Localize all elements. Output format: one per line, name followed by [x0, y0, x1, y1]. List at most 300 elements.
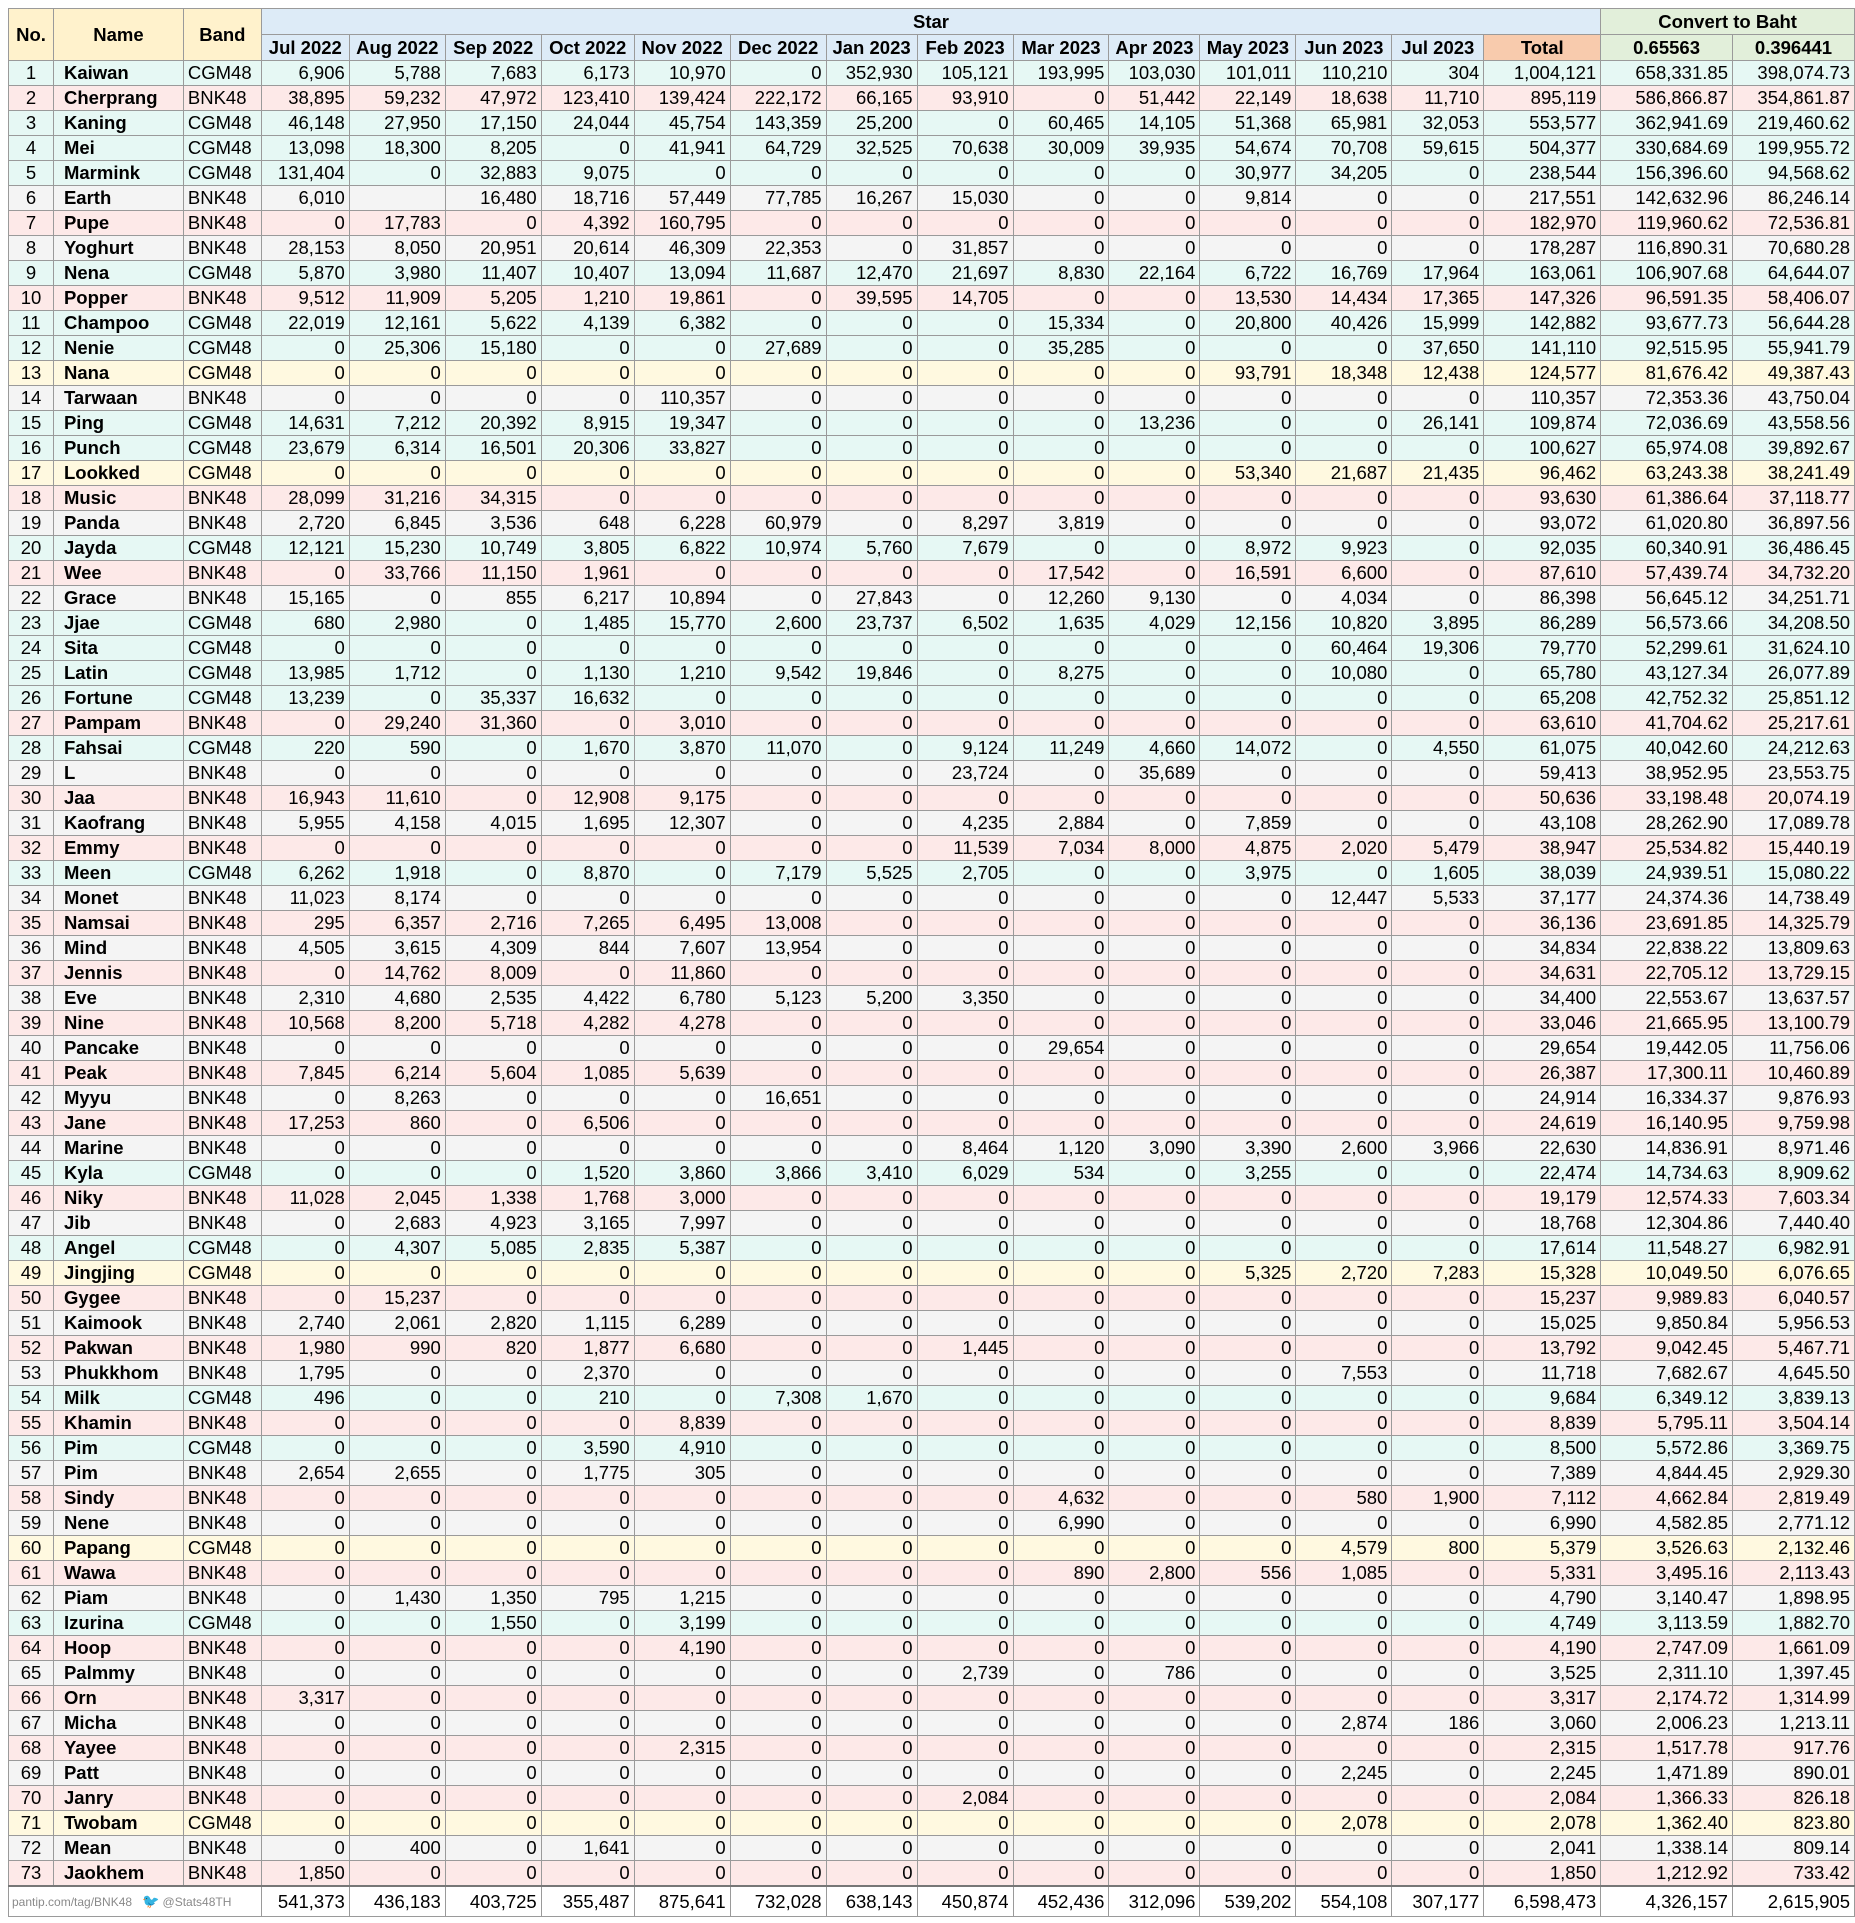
- cell-month-value: 0: [730, 1611, 826, 1636]
- cell-month-value: 0: [1296, 1611, 1392, 1636]
- cell-month-value: 1,605: [1392, 861, 1484, 886]
- cell-month-value: 0: [826, 1361, 917, 1386]
- cell-month-value: 34,205: [1296, 161, 1392, 186]
- cell-month-value: 534: [1013, 1161, 1109, 1186]
- cell-total: 3,525: [1484, 1661, 1601, 1686]
- cell-month-value: 0: [1200, 1661, 1296, 1686]
- cell-month-value: 0: [1109, 1611, 1200, 1636]
- cell-month-value: 0: [261, 1561, 349, 1586]
- cell-month-value: 0: [541, 886, 634, 911]
- cell-month-value: 30,009: [1013, 136, 1109, 161]
- cell-baht-1: 5,795.11: [1601, 1411, 1733, 1436]
- cell-baht-2: 809.14: [1732, 1836, 1854, 1861]
- cell-name: Micha: [53, 1711, 183, 1736]
- cell-month-value: 0: [730, 1511, 826, 1536]
- cell-month-value: 0: [261, 1411, 349, 1436]
- header-month: Aug 2022: [349, 35, 445, 61]
- cell-month-value: 46,309: [634, 236, 730, 261]
- cell-month-value: 0: [1296, 1436, 1392, 1461]
- cell-month-value: 8,200: [349, 1011, 445, 1036]
- cell-month-value: 0: [445, 361, 541, 386]
- cell-month-value: 0: [1392, 1786, 1484, 1811]
- cell-month-value: 0: [1013, 361, 1109, 386]
- cell-name: Jaa: [53, 786, 183, 811]
- cell-month-value: 0: [1296, 1011, 1392, 1036]
- header-total: Total: [1484, 35, 1601, 61]
- footer-month-total: 450,874: [917, 1886, 1013, 1917]
- cell-name: Eve: [53, 986, 183, 1011]
- cell-month-value: 1,850: [261, 1861, 349, 1887]
- cell-month-value: 0: [1013, 786, 1109, 811]
- cell-month-value: 0: [1013, 986, 1109, 1011]
- cell-month-value: 0: [634, 886, 730, 911]
- cell-month-value: 0: [1200, 1186, 1296, 1211]
- cell-month-value: 0: [1392, 1661, 1484, 1686]
- cell-month-value: 0: [1392, 1636, 1484, 1661]
- cell-month-value: 6,506: [541, 1111, 634, 1136]
- cell-month-value: 0: [541, 1761, 634, 1786]
- cell-month-value: 0: [1392, 1561, 1484, 1586]
- cell-month-value: 4,139: [541, 311, 634, 336]
- cell-month-value: 0: [445, 1761, 541, 1786]
- cell-total: 50,636: [1484, 786, 1601, 811]
- cell-band: BNK48: [183, 1186, 261, 1211]
- cell-month-value: 0: [1392, 1736, 1484, 1761]
- cell-month-value: 0: [1109, 536, 1200, 561]
- cell-month-value: 8,464: [917, 1136, 1013, 1161]
- cell-month-value: 0: [1013, 536, 1109, 561]
- cell-month-value: 1,120: [1013, 1136, 1109, 1161]
- table-row: [9, 736, 1855, 761]
- cell-month-value: 0: [1013, 1336, 1109, 1361]
- cell-month-value: 0: [1296, 486, 1392, 511]
- cell-month-value: 45,754: [634, 111, 730, 136]
- cell-month-value: 17,964: [1392, 261, 1484, 286]
- cell-month-value: 0: [1200, 1436, 1296, 1461]
- cell-month-value: 0: [634, 486, 730, 511]
- cell-no: 54: [9, 1386, 54, 1411]
- table-row: [9, 61, 1855, 86]
- table-row: [9, 161, 1855, 186]
- cell-month-value: 3,000: [634, 1186, 730, 1211]
- cell-month-value: 0: [1200, 961, 1296, 986]
- table-row: [9, 1411, 1855, 1436]
- table-row: [9, 986, 1855, 1011]
- cell-month-value: 70,708: [1296, 136, 1392, 161]
- cell-month-value: 11,610: [349, 786, 445, 811]
- cell-month-value: 220: [261, 736, 349, 761]
- cell-month-value: 8,830: [1013, 261, 1109, 286]
- cell-month-value: 0: [445, 886, 541, 911]
- cell-no: 63: [9, 1611, 54, 1636]
- cell-month-value: 0: [1013, 1861, 1109, 1887]
- cell-no: 73: [9, 1861, 54, 1887]
- cell-month-value: 10,407: [541, 261, 634, 286]
- cell-month-value: 13,985: [261, 661, 349, 686]
- cell-month-value: 0: [541, 636, 634, 661]
- cell-month-value: 0: [1392, 686, 1484, 711]
- cell-month-value: 3,010: [634, 711, 730, 736]
- cell-month-value: 6,357: [349, 911, 445, 936]
- cell-baht-2: 5,956.53: [1732, 1311, 1854, 1336]
- table-row: [9, 136, 1855, 161]
- cell-month-value: 39,595: [826, 286, 917, 311]
- cell-month-value: 0: [261, 1836, 349, 1861]
- cell-month-value: 0: [1013, 1686, 1109, 1711]
- cell-month-value: 0: [445, 786, 541, 811]
- cell-month-value: 0: [1200, 1736, 1296, 1761]
- cell-month-value: 0: [730, 1736, 826, 1761]
- cell-month-value: 0: [1013, 1536, 1109, 1561]
- cell-month-value: 0: [917, 1236, 1013, 1261]
- cell-month-value: 30,977: [1200, 161, 1296, 186]
- cell-month-value: 2,654: [261, 1461, 349, 1486]
- cell-name: Jane: [53, 1111, 183, 1136]
- cell-month-value: 3,870: [634, 736, 730, 761]
- cell-month-value: 0: [1296, 1186, 1392, 1211]
- cell-month-value: 0: [917, 1536, 1013, 1561]
- cell-total: 3,317: [1484, 1686, 1601, 1711]
- cell-month-value: 5,479: [1392, 836, 1484, 861]
- table-row: [9, 1186, 1855, 1211]
- cell-no: 16: [9, 436, 54, 461]
- cell-month-value: 5,955: [261, 811, 349, 836]
- cell-month-value: 0: [1200, 586, 1296, 611]
- table-row: [9, 1111, 1855, 1136]
- cell-total: 29,654: [1484, 1036, 1601, 1061]
- cell-month-value: 6,780: [634, 986, 730, 1011]
- cell-month-value: 3,980: [349, 261, 445, 286]
- cell-baht-2: 8,909.62: [1732, 1161, 1854, 1186]
- cell-baht-2: 38,241.49: [1732, 461, 1854, 486]
- cell-month-value: 47,972: [445, 86, 541, 111]
- cell-month-value: 14,762: [349, 961, 445, 986]
- cell-month-value: 860: [349, 1111, 445, 1136]
- cell-no: 2: [9, 86, 54, 111]
- cell-month-value: 0: [917, 436, 1013, 461]
- cell-name: Milk: [53, 1386, 183, 1411]
- cell-month-value: 0: [1392, 711, 1484, 736]
- cell-name: Fahsai: [53, 736, 183, 761]
- cell-month-value: 0: [1296, 186, 1392, 211]
- cell-month-value: 40,426: [1296, 311, 1392, 336]
- cell-total: 26,387: [1484, 1061, 1601, 1086]
- cell-month-value: 0: [826, 1011, 917, 1036]
- cell-month-value: 5,622: [445, 311, 541, 336]
- cell-month-value: 0: [1392, 1311, 1484, 1336]
- cell-month-value: 0: [1013, 1611, 1109, 1636]
- cell-month-value: 0: [826, 1686, 917, 1711]
- cell-month-value: 0: [917, 361, 1013, 386]
- cell-month-value: 0: [1109, 1036, 1200, 1061]
- cell-month-value: 0: [1013, 1636, 1109, 1661]
- cell-month-value: 5,718: [445, 1011, 541, 1036]
- cell-month-value: 7,683: [445, 61, 541, 86]
- cell-month-value: 16,591: [1200, 561, 1296, 586]
- cell-month-value: 0: [1109, 1236, 1200, 1261]
- cell-month-value: 0: [1109, 1186, 1200, 1211]
- cell-month-value: 0: [349, 1661, 445, 1686]
- cell-month-value: 27,843: [826, 586, 917, 611]
- cell-month-value: 9,130: [1109, 586, 1200, 611]
- cell-month-value: 32,053: [1392, 111, 1484, 136]
- cell-month-value: 0: [1013, 161, 1109, 186]
- cell-month-value: 22,019: [261, 311, 349, 336]
- cell-month-value: 820: [445, 1336, 541, 1361]
- cell-month-value: 0: [917, 486, 1013, 511]
- cell-month-value: 64,729: [730, 136, 826, 161]
- cell-month-value: 0: [541, 1136, 634, 1161]
- cell-band: CGM48: [183, 861, 261, 886]
- cell-baht-1: 11,548.27: [1601, 1236, 1733, 1261]
- cell-baht-1: 63,243.38: [1601, 461, 1733, 486]
- cell-month-value: 0: [917, 1436, 1013, 1461]
- cell-month-value: 1,520: [541, 1161, 634, 1186]
- cell-month-value: 0: [1013, 1011, 1109, 1036]
- cell-name: Yayee: [53, 1736, 183, 1761]
- cell-month-value: 0: [917, 786, 1013, 811]
- cell-month-value: 0: [917, 111, 1013, 136]
- cell-month-value: 8,174: [349, 886, 445, 911]
- cell-name: Peak: [53, 1061, 183, 1086]
- cell-month-value: 1,877: [541, 1336, 634, 1361]
- cell-band: CGM48: [183, 736, 261, 761]
- cell-month-value: 15,334: [1013, 311, 1109, 336]
- cell-month-value: 0: [1013, 961, 1109, 986]
- cell-baht-1: 60,340.91: [1601, 536, 1733, 561]
- cell-month-value: 2,874: [1296, 1711, 1392, 1736]
- cell-baht-1: 14,836.91: [1601, 1136, 1733, 1161]
- cell-month-value: 13,236: [1109, 411, 1200, 436]
- cell-month-value: 0: [1109, 911, 1200, 936]
- cell-month-value: 15,770: [634, 611, 730, 636]
- cell-month-value: 2,370: [541, 1361, 634, 1386]
- table-row: [9, 661, 1855, 686]
- cell-month-value: 10,970: [634, 61, 730, 86]
- cell-month-value: 3,615: [349, 936, 445, 961]
- cell-month-value: 51,368: [1200, 111, 1296, 136]
- cell-month-value: 0: [1296, 986, 1392, 1011]
- cell-band: BNK48: [183, 1736, 261, 1761]
- cell-no: 5: [9, 161, 54, 186]
- cell-name: L: [53, 761, 183, 786]
- cell-month-value: 0: [730, 1136, 826, 1161]
- cell-month-value: 0: [349, 1161, 445, 1186]
- cell-month-value: 15,230: [349, 536, 445, 561]
- cell-month-value: 2,315: [634, 1736, 730, 1761]
- cell-month-value: 101,011: [1200, 61, 1296, 86]
- cell-month-value: 0: [1013, 411, 1109, 436]
- cell-month-value: 8,972: [1200, 536, 1296, 561]
- cell-month-value: 15,030: [917, 186, 1013, 211]
- cell-total: 2,041: [1484, 1836, 1601, 1861]
- cell-no: 25: [9, 661, 54, 686]
- cell-month-value: 0: [1013, 1086, 1109, 1111]
- cell-month-value: 0: [1200, 1636, 1296, 1661]
- cell-month-value: 0: [1392, 211, 1484, 236]
- cell-month-value: 0: [349, 1636, 445, 1661]
- cell-month-value: 0: [826, 1811, 917, 1836]
- table-row: [9, 611, 1855, 636]
- cell-month-value: 0: [541, 461, 634, 486]
- cell-month-value: 0: [541, 1561, 634, 1586]
- cell-month-value: 0: [1109, 511, 1200, 536]
- cell-month-value: 46,148: [261, 111, 349, 136]
- header-month: Jun 2023: [1296, 35, 1392, 61]
- cell-month-value: 0: [634, 1561, 730, 1586]
- cell-month-value: 16,769: [1296, 261, 1392, 286]
- cell-month-value: 11,249: [1013, 736, 1109, 761]
- cell-month-value: 1,641: [541, 1836, 634, 1861]
- cell-month-value: 0: [730, 211, 826, 236]
- cell-month-value: 0: [1200, 1836, 1296, 1861]
- cell-no: 3: [9, 111, 54, 136]
- cell-band: BNK48: [183, 961, 261, 986]
- cell-month-value: 7,553: [1296, 1361, 1392, 1386]
- cell-month-value: 59,232: [349, 86, 445, 111]
- cell-month-value: 0: [261, 1436, 349, 1461]
- cell-month-value: 6,502: [917, 611, 1013, 636]
- cell-month-value: 5,387: [634, 1236, 730, 1261]
- header-month: Oct 2022: [541, 35, 634, 61]
- cell-month-value: 0: [826, 1186, 917, 1211]
- header-rate-2: 0.396441: [1732, 35, 1854, 61]
- cell-band: BNK48: [183, 1711, 261, 1736]
- cell-baht-1: 14,734.63: [1601, 1161, 1733, 1186]
- cell-month-value: 0: [1013, 1061, 1109, 1086]
- cell-month-value: 0: [1200, 686, 1296, 711]
- cell-month-value: 0: [541, 1711, 634, 1736]
- cell-month-value: 0: [730, 636, 826, 661]
- cell-month-value: 0: [1392, 1511, 1484, 1536]
- cell-baht-2: 1,661.09: [1732, 1636, 1854, 1661]
- cell-baht-2: 1,898.95: [1732, 1586, 1854, 1611]
- cell-month-value: 0: [730, 1436, 826, 1461]
- cell-month-value: 0: [1296, 1086, 1392, 1111]
- cell-month-value: 0: [634, 461, 730, 486]
- table-row: [9, 511, 1855, 536]
- cell-month-value: 10,749: [445, 536, 541, 561]
- cell-name: Pampam: [53, 711, 183, 736]
- cell-month-value: 0: [541, 1536, 634, 1561]
- cell-baht-1: 1,212.92: [1601, 1861, 1733, 1887]
- cell-baht-1: 142,632.96: [1601, 186, 1733, 211]
- cell-no: 22: [9, 586, 54, 611]
- cell-baht-1: 2,747.09: [1601, 1636, 1733, 1661]
- cell-name: Grace: [53, 586, 183, 611]
- table-row: [9, 311, 1855, 336]
- cell-baht-1: 4,662.84: [1601, 1486, 1733, 1511]
- cell-no: 39: [9, 1011, 54, 1036]
- cell-month-value: 0: [445, 1561, 541, 1586]
- cell-month-value: 0: [917, 386, 1013, 411]
- cell-month-value: 0: [1013, 286, 1109, 311]
- cell-total: 33,046: [1484, 1011, 1601, 1036]
- footer-baht-1: 4,326,157: [1601, 1886, 1733, 1917]
- cell-month-value: 0: [826, 1836, 917, 1861]
- cell-month-value: 0: [1296, 1386, 1392, 1411]
- cell-month-value: 0: [1200, 1286, 1296, 1311]
- cell-month-value: 0: [1013, 1211, 1109, 1236]
- cell-baht-1: 12,304.86: [1601, 1211, 1733, 1236]
- cell-band: BNK48: [183, 1486, 261, 1511]
- cell-month-value: 12,470: [826, 261, 917, 286]
- cell-name: Wee: [53, 561, 183, 586]
- cell-month-value: 210: [541, 1386, 634, 1411]
- cell-month-value: 0: [826, 786, 917, 811]
- cell-baht-1: 1,338.14: [1601, 1836, 1733, 1861]
- cell-total: 19,179: [1484, 1186, 1601, 1211]
- cell-name: Kyla: [53, 1161, 183, 1186]
- cell-month-value: 0: [445, 1261, 541, 1286]
- cell-month-value: 9,124: [917, 736, 1013, 761]
- cell-month-value: 0: [541, 336, 634, 361]
- cell-month-value: 17,253: [261, 1111, 349, 1136]
- footer-baht-2: 2,615,905: [1732, 1886, 1854, 1917]
- cell-month-value: 0: [1200, 1811, 1296, 1836]
- cell-month-value: 0: [1200, 1061, 1296, 1086]
- cell-month-value: 8,915: [541, 411, 634, 436]
- cell-month-value: 0: [1109, 1461, 1200, 1486]
- cell-band: BNK48: [183, 586, 261, 611]
- cell-no: 4: [9, 136, 54, 161]
- cell-month-value: 0: [445, 1386, 541, 1411]
- cell-month-value: 0: [917, 311, 1013, 336]
- cell-month-value: 0: [541, 1811, 634, 1836]
- twitter-handle: @Stats48TH: [162, 1895, 232, 1909]
- cell-total: 7,389: [1484, 1461, 1601, 1486]
- cell-month-value: 0: [261, 1761, 349, 1786]
- cell-month-value: 0: [1392, 561, 1484, 586]
- cell-month-value: 7,997: [634, 1211, 730, 1236]
- cell-month-value: 0: [826, 411, 917, 436]
- cell-band: CGM48: [183, 461, 261, 486]
- cell-month-value: 844: [541, 936, 634, 961]
- cell-month-value: 1,215: [634, 1586, 730, 1611]
- cell-month-value: 0: [1296, 1861, 1392, 1887]
- header-name: Name: [53, 9, 183, 61]
- cell-month-value: 0: [1392, 1861, 1484, 1887]
- cell-band: BNK48: [183, 1411, 261, 1436]
- cell-month-value: 0: [1109, 686, 1200, 711]
- cell-month-value: 32,525: [826, 136, 917, 161]
- cell-month-value: 0: [1392, 661, 1484, 686]
- cell-month-value: 0: [1013, 1761, 1109, 1786]
- table-row: [9, 636, 1855, 661]
- cell-baht-1: 56,645.12: [1601, 586, 1733, 611]
- cell-month-value: 19,306: [1392, 636, 1484, 661]
- cell-month-value: 0: [445, 861, 541, 886]
- cell-month-value: 0: [1200, 486, 1296, 511]
- cell-no: 71: [9, 1811, 54, 1836]
- cell-name: Marine: [53, 1136, 183, 1161]
- cell-month-value: 0: [1392, 1436, 1484, 1461]
- cell-month-value: 53,340: [1200, 461, 1296, 486]
- cell-month-value: 580: [1296, 1486, 1392, 1511]
- source-link[interactable]: pantip.com/tag/BNK48: [12, 1895, 133, 1909]
- cell-baht-2: 733.42: [1732, 1861, 1854, 1887]
- table-row: [9, 1811, 1855, 1836]
- cell-baht-1: 362,941.69: [1601, 111, 1733, 136]
- cell-baht-1: 28,262.90: [1601, 811, 1733, 836]
- cell-no: 44: [9, 1136, 54, 1161]
- table-row: [9, 211, 1855, 236]
- cell-month-value: 0: [1200, 386, 1296, 411]
- cell-month-value: 0: [634, 1036, 730, 1061]
- cell-month-value: 19,861: [634, 286, 730, 311]
- cell-month-value: 6,600: [1296, 561, 1392, 586]
- cell-month-value: 800: [1392, 1536, 1484, 1561]
